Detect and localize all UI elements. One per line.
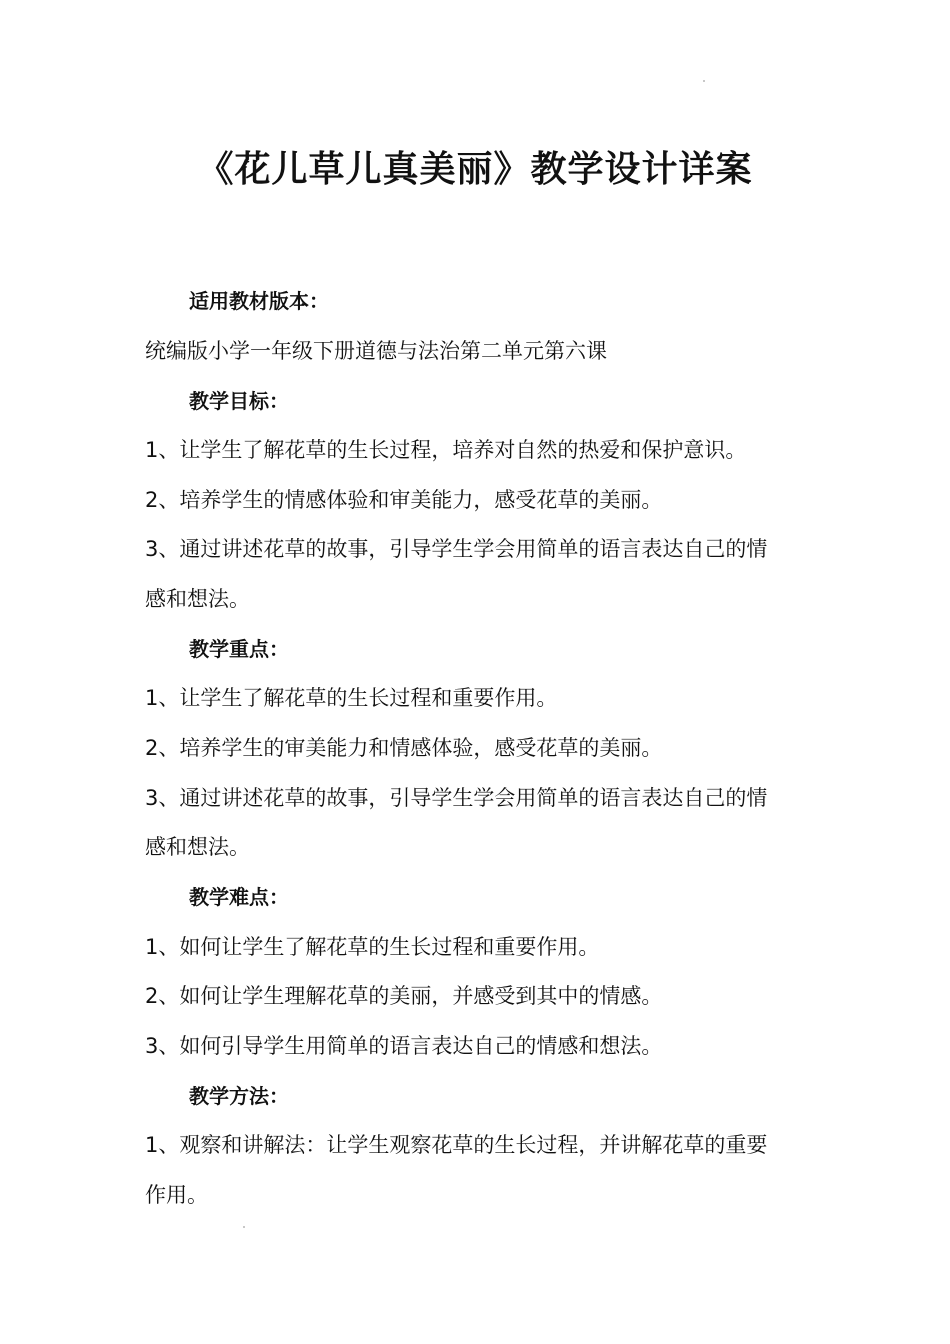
scan-mark-bottom — [243, 1226, 245, 1228]
key-point-line: 2、培养学生的审美能力和情感体验，感受花草的美丽。 — [145, 736, 663, 760]
scan-mark-top — [703, 80, 705, 82]
textbook-text: 统编版小学一年级下册道德与法治第二单元第六课 — [145, 339, 607, 363]
objectives-heading: 教学目标： — [189, 389, 289, 413]
method-line: 作用。 — [145, 1183, 208, 1207]
objective-line: 1、让学生了解花草的生长过程，培养对自然的热爱和保护意识。 — [145, 438, 747, 462]
textbook-heading: 适用教材版本： — [189, 289, 329, 313]
objective-line: 感和想法。 — [145, 587, 250, 611]
objective-line: 2、培养学生的情感体验和审美能力，感受花草的美丽。 — [145, 488, 663, 512]
document-title: 《花儿草儿真美丽》教学设计详案 — [197, 149, 753, 190]
difficulties-heading: 教学难点： — [189, 885, 289, 909]
methods-heading: 教学方法： — [189, 1084, 289, 1108]
difficulty-line: 2、如何让学生理解花草的美丽，并感受到其中的情感。 — [145, 984, 663, 1008]
key-point-line: 3、通过讲述花草的故事，引导学生学会用简单的语言表达自己的情 — [145, 786, 768, 810]
key-points-heading: 教学重点： — [189, 637, 289, 661]
difficulty-line: 3、如何引导学生用简单的语言表达自己的情感和想法。 — [145, 1034, 663, 1058]
key-point-line: 感和想法。 — [145, 835, 250, 859]
difficulty-line: 1、如何让学生了解花草的生长过程和重要作用。 — [145, 935, 600, 959]
key-point-line: 1、让学生了解花草的生长过程和重要作用。 — [145, 686, 558, 710]
objective-line: 3、通过讲述花草的故事，引导学生学会用简单的语言表达自己的情 — [145, 537, 768, 561]
method-line: 1、观察和讲解法：让学生观察花草的生长过程，并讲解花草的重要 — [145, 1133, 768, 1157]
